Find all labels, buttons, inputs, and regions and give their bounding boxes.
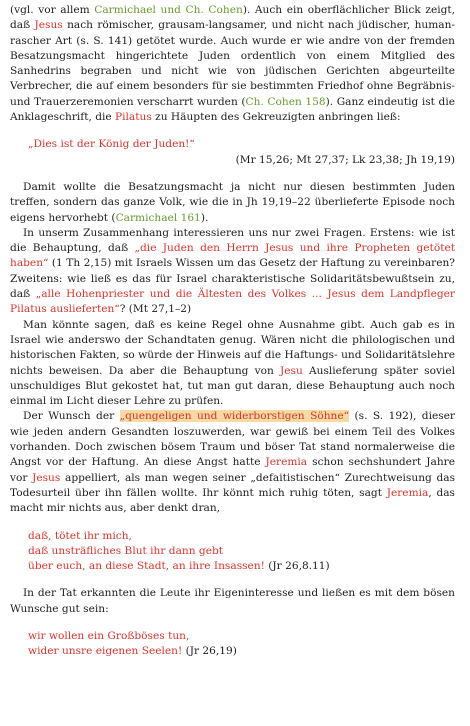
verse-line: über euch, an diese Stadt, an ihre Insassen!	[28, 560, 265, 573]
text-segment: In unserm Zusammenhang interessieren uns nur zwei Fragen. Erstens: wie ist die Behauptung, daß	[10, 226, 455, 255]
paragraph-5	[10, 409, 455, 516]
author-reference: Carmichael 161	[115, 211, 201, 224]
text-segment: (vgl. vor allem	[10, 4, 95, 16]
verse-citation: (Jr 26,19)	[182, 645, 237, 658]
text-segment: ). Ganz eindeutig ist die Anklageschrift, die	[10, 95, 455, 124]
text-segment: In der Tat erkannten die Leute ihr Eigeninteresse und ließen es mit dem bösen Wunsche gut sein:	[10, 587, 455, 615]
inline-quote: „alle Hohenpriester und die Ältesten des Volkes ... Jesus dem Landpfleger Pilatus auslieferten“	[10, 288, 455, 316]
person-name: Pilatus	[115, 111, 152, 124]
spacer	[10, 125, 455, 137]
person-name: Jesus	[32, 471, 61, 484]
quotation: „Dies ist der König der Juden!“	[28, 138, 195, 151]
text-segment: Damit wollte die Besatzungsmacht ja nicht nur diesen bestimmten Juden treffen, sondern das ganze Volk, wie die in Jh 19,19–22 überlieferte Episode noch eigens hervorhebt (	[10, 180, 455, 224]
text-segment: Man könnte sagen, daß es keine Regel ohne Ausnahme gibt. Auch gab es in Israel wie anderswo der Schandtaten genug. Wären nicht die philologischen und historischen Fakten, so würde der Hinweis auf die Haftungs- und Solidaritätslehre nichts beweisen. Da aber die Behauptung von	[10, 318, 455, 377]
verse-quote-1	[10, 529, 455, 575]
inline-quote: „die Juden den Herrn Jesus und ihre Propheten getötet haben“	[10, 242, 455, 270]
text-segment: (s. S. 192), dieser wie jeden andern Gesandten loszuwerden, war gewiß bei einem Teil des Volkes vorhanden. Doch zwischen bösem Traum und böser Tat stand normalerweise die Angst vor der Haftung. An diese Angst hatte	[10, 410, 455, 469]
quotation-citation: (Mr 15,26; Mt 27,37; Lk 23,38; Jh 19,19)	[235, 153, 455, 166]
person-name: Jeremia	[265, 456, 308, 469]
highlighted-quote: „quengeligen und widerborstigen Söhne“	[119, 410, 350, 423]
verse-line-with-citation	[28, 559, 455, 574]
spacer	[10, 617, 455, 629]
text-segment: nach römischer, grausam-langsamer, und nicht nach jüdischer, human-rascher Art (s. S. 141) getötet wurde. Auch wurde er wie andre von der fremden Besatzungsmacht hingerichtete Juden ordentlich von einem Mitglied des Sanhedrins begraben und nicht wie von jüdischen Gerichten abgeurteilte Verbrecher, die auf einem besonders für sie bestimmten Friedhof ohne Begräbnis- und Trauerzeremonien verscharrt wurden (	[10, 19, 456, 108]
spacer	[10, 574, 455, 586]
person-name: Jesu	[280, 364, 303, 377]
text-segment: appelliert, als man wegen seiner „defaitistischen“ Zurechtweisung das Todesurteil über ihn fällen wollte. Ihr könnt mich ruhig töten, sagt	[10, 471, 455, 499]
verse-line: wir wollen ein Großböses tun,	[28, 629, 190, 642]
author-reference: Ch. Cohen 158	[245, 95, 326, 108]
paragraph-6	[10, 586, 455, 617]
spacer	[10, 168, 455, 180]
paragraph-3	[10, 226, 455, 318]
verse-citation: (Jr 26,8.11)	[264, 560, 330, 573]
paragraph-2	[10, 180, 455, 226]
text-segment: (1 Th 2,15) mit Israels Wissen um das Gesetz der Haftung zu vereinbaren? Zweitens: wie ließ es das für Israel charakteristische Solidaritätsbewußtsein zu, daß	[10, 257, 455, 301]
paragraph-1	[10, 3, 455, 125]
text-segment: Der Wunsch der	[23, 410, 120, 423]
text-segment: Auslieferung später soviel unschuldiges Blut gekostet hat, tut man gut daran, diese Behauptung auch noch einmal im Licht dieser Lehre zu prüfen.	[10, 364, 455, 408]
paragraph-4	[10, 318, 455, 410]
verse-line: wider unsre eigenen Seelen!	[28, 645, 183, 658]
text-segment: schon sechshundert Jahre vor	[10, 456, 455, 484]
verse-line: daß, tötet ihr mich,	[28, 529, 132, 542]
verse-line: daß unsträfliches Blut ihr dann gebt	[28, 544, 224, 557]
book-page	[10, 3, 455, 660]
author-reference: Carmichael und Ch. Cohen	[94, 4, 243, 16]
text-segment: , das macht mir nichts aus, aber denkt dran,	[10, 486, 455, 515]
person-name: Jesus	[34, 19, 63, 32]
verse-line-with-citation	[28, 644, 455, 659]
text-segment: ).	[200, 211, 209, 224]
text-segment: zu Häupten des Gekreuzigten anbringen ließ:	[151, 111, 401, 124]
text-segment: ? (Mt 27,1–2)	[119, 303, 192, 316]
verse-quote-2	[10, 629, 455, 660]
text-segment: ). Auch ein oberflächlicher Blick zeigt, daß	[10, 4, 456, 32]
spacer	[10, 517, 455, 529]
person-name: Jeremia	[386, 486, 429, 499]
